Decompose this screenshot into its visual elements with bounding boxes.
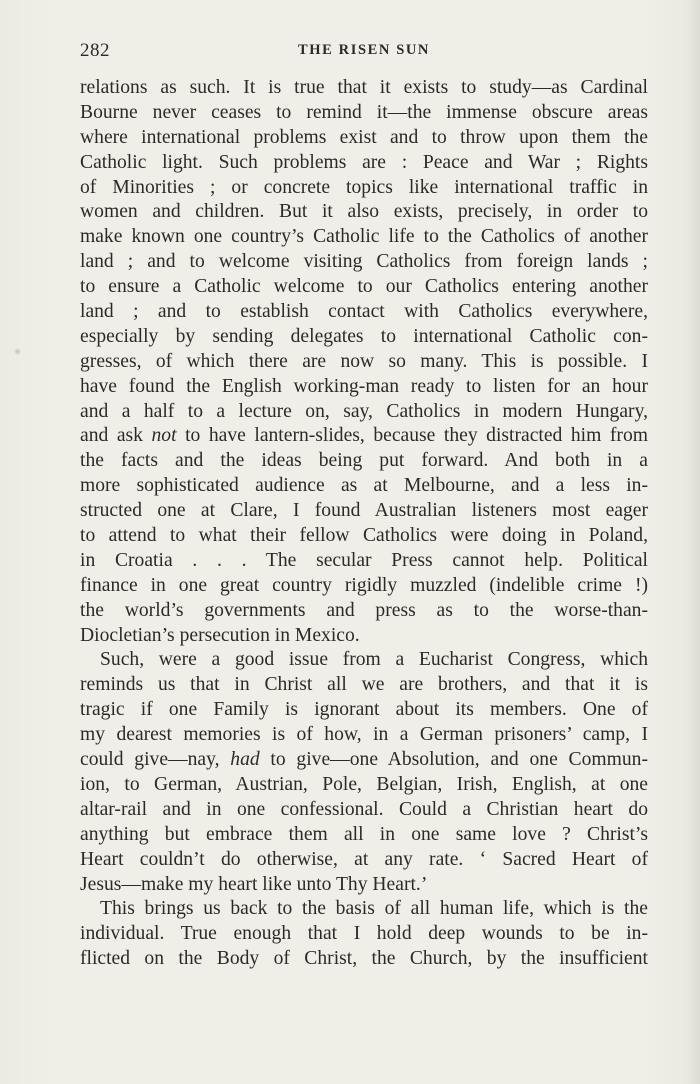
text-line	[80, 176, 648, 201]
text-line	[80, 126, 648, 151]
page-header	[80, 40, 648, 64]
text-segment: land ; and to welcome visiting Catholics from foreign lands ;	[80, 251, 648, 273]
text-segment: to ensure a Catholic welcome to our Catholics entering another	[80, 276, 648, 298]
text-line	[80, 400, 648, 425]
paragraph-start-line	[80, 648, 648, 673]
text-segment: Diocletian’s persecution in Mexico.	[80, 624, 360, 646]
text-line	[80, 673, 648, 698]
text-segment: altar-rail and in one confessional. Could a Christian heart do	[80, 798, 648, 820]
text-line	[80, 823, 648, 848]
text-segment: have found the English working-man ready to listen for an hour	[80, 375, 648, 397]
text-segment: to have lantern-slides, because they distracted him from	[176, 425, 648, 447]
text-line	[80, 773, 648, 798]
text-line	[80, 574, 648, 599]
text-segment: Heart couldn’t do otherwise, at any rate. ‘ Sacred Heart of	[80, 848, 648, 870]
text-segment: anything but embrace them all in one same love ? Christ’s	[80, 823, 648, 845]
text-line	[80, 151, 648, 176]
text-segment: and ask	[80, 425, 152, 447]
text-segment: land ; and to establish contact with Catholics everywhere,	[80, 301, 648, 323]
text-line	[80, 424, 648, 449]
text-segment: and a half to a lecture on, say, Catholics in modern Hungary,	[80, 400, 648, 422]
text-segment: relations as such. It is true that it exists to study—as Cardinal	[80, 77, 648, 98]
text-segment: Bourne never ceases to remind it—the immense obscure areas	[80, 101, 648, 123]
text-line	[80, 524, 648, 549]
text-line	[80, 449, 648, 474]
text-segment: gresses, of which there are now so many. This is possible. I	[80, 350, 648, 372]
text-line	[80, 101, 648, 126]
text-line	[80, 200, 648, 225]
text-segment: where international problems exist and to throw upon them the	[80, 126, 648, 148]
text-line	[80, 723, 648, 748]
text-line	[80, 275, 648, 300]
text-line	[80, 848, 648, 873]
text-segment: flicted on the Body of Christ, the Church, by the insufficient	[80, 948, 648, 970]
text-line	[80, 250, 648, 275]
text-line	[80, 549, 648, 574]
paragraph-start-line	[80, 897, 648, 922]
text-line	[80, 300, 648, 325]
text-segment: Jesus—make my heart like unto Thy Heart.’	[80, 873, 428, 895]
text-line	[80, 947, 648, 972]
text-segment: could give—nay,	[80, 749, 231, 771]
text-segment: This brings us back to the basis of all human life, which is the	[100, 898, 648, 920]
text-segment: make known one country’s Catholic life to the Catholics of another	[80, 226, 648, 248]
text-line	[80, 698, 648, 723]
running-title: THE RISEN SUN	[298, 42, 430, 58]
text-segment: the world’s governments and press as to the worse-than-	[80, 599, 648, 621]
text-segment: more sophisticated audience as at Melbourne, and a less in-	[80, 475, 648, 497]
text-segment: individual. True enough that I hold deep wounds to be in-	[80, 923, 648, 945]
text-segment: Such, were a good issue from a Eucharist Congress, which	[100, 649, 648, 671]
page-number: 282	[80, 40, 110, 61]
text-line	[80, 873, 648, 898]
text-line	[80, 375, 648, 400]
text-segment: tragic if one Family is ignorant about its members. One of	[80, 699, 648, 721]
text-line	[80, 798, 648, 823]
italic-emphasis: not	[151, 425, 177, 447]
text-line	[80, 624, 648, 649]
text-segment: ion, to German, Austrian, Pole, Belgian, Irish, English, at one	[80, 773, 648, 795]
text-line	[80, 76, 648, 101]
text-segment: structed one at Clare, I found Australian listeners most eager	[80, 500, 648, 522]
text-line	[80, 499, 648, 524]
page-edge-shadow	[686, 0, 700, 1084]
text-segment: reminds us that in Christ all we are brothers, and that it is	[80, 674, 648, 696]
text-segment: to give—one Absolution, and one Commun-	[259, 749, 648, 771]
text-line	[80, 325, 648, 350]
text-segment: women and children. But it also exists, precisely, in order to	[80, 201, 648, 223]
text-segment: Catholic light. Such problems are : Peace and War ; Rights	[80, 151, 648, 173]
text-segment: of Minorities ; or concrete topics like international traffic in	[80, 176, 648, 198]
text-line	[80, 748, 648, 773]
text-segment: the facts and the ideas being put forward. And both in a	[80, 450, 648, 472]
paper-blemish	[14, 348, 21, 355]
text-line	[80, 922, 648, 947]
text-line	[80, 474, 648, 499]
text-line	[80, 599, 648, 624]
text-segment: in Croatia . . . The secular Press cannot help. Political	[80, 549, 648, 571]
text-segment: my dearest memories is of how, in a German prisoners’ camp, I	[80, 724, 648, 746]
text-segment: to attend to what their fellow Catholics were doing in Poland,	[80, 525, 648, 547]
text-line	[80, 350, 648, 375]
text-segment: finance in one great country rigidly muzzled (indelible crime !)	[80, 574, 648, 596]
body-text	[80, 76, 648, 972]
text-segment: especially by sending delegates to international Catholic con-	[80, 325, 648, 347]
italic-emphasis: had	[230, 749, 260, 771]
text-line	[80, 225, 648, 250]
